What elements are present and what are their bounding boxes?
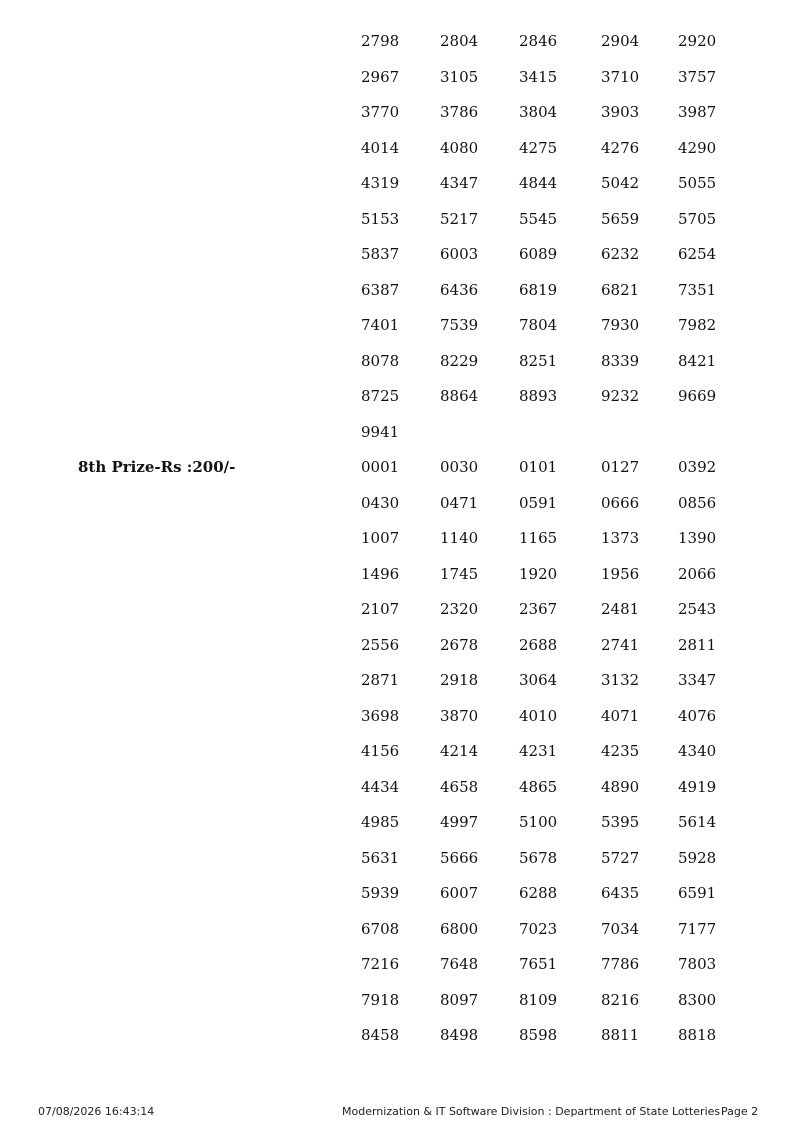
ticket-number: 5545	[519, 210, 558, 228]
ticket-number: 7648	[440, 955, 479, 973]
ticket-number: 4276	[601, 139, 640, 157]
ticket-number: 3105	[440, 68, 479, 86]
ticket-number: 3132	[601, 671, 640, 689]
ticket-number: 2967	[361, 68, 400, 86]
ticket-number: 4275	[519, 139, 558, 157]
ticket-number: 8109	[519, 991, 558, 1009]
ticket-number: 3770	[361, 103, 400, 121]
number-row	[0, 244, 800, 264]
ticket-number: 2066	[678, 565, 717, 583]
ticket-number: 2846	[519, 32, 558, 50]
ticket-number: 7401	[361, 316, 400, 334]
ticket-number: 5705	[678, 210, 717, 228]
ticket-number: 7804	[519, 316, 558, 334]
ticket-number: 3698	[361, 707, 400, 725]
ticket-number: 4014	[361, 139, 400, 157]
ticket-number: 1745	[440, 565, 479, 583]
number-row	[0, 209, 800, 229]
ticket-number: 8251	[519, 352, 558, 370]
ticket-number: 0030	[440, 458, 479, 476]
ticket-number: 2918	[440, 671, 479, 689]
ticket-number: 4214	[440, 742, 479, 760]
ticket-number: 4890	[601, 778, 640, 796]
ticket-number: 7803	[678, 955, 717, 973]
ticket-number: 4844	[519, 174, 558, 192]
ticket-number: 8421	[678, 352, 717, 370]
ticket-number: 4071	[601, 707, 640, 725]
ticket-number: 2320	[440, 600, 479, 618]
footer-organization: Modernization & IT Software Division : Department of State Lotteries	[342, 1105, 721, 1118]
ticket-number: 7023	[519, 920, 558, 938]
ticket-number: 4985	[361, 813, 400, 831]
ticket-number: 6821	[601, 281, 640, 299]
ticket-number: 5939	[361, 884, 400, 902]
ticket-number: 1390	[678, 529, 717, 547]
ticket-number: 9941	[361, 423, 400, 441]
number-row	[0, 848, 800, 868]
ticket-number: 7351	[678, 281, 717, 299]
ticket-number: 4865	[519, 778, 558, 796]
ticket-number: 8893	[519, 387, 558, 405]
ticket-number: 8811	[601, 1026, 640, 1044]
ticket-number: 3347	[678, 671, 717, 689]
ticket-number: 5153	[361, 210, 400, 228]
ticket-number: 8818	[678, 1026, 717, 1044]
ticket-number: 1920	[519, 565, 558, 583]
ticket-number: 7982	[678, 316, 717, 334]
ticket-number: 8458	[361, 1026, 400, 1044]
ticket-number: 7539	[440, 316, 479, 334]
number-row	[0, 954, 800, 974]
ticket-number: 2920	[678, 32, 717, 50]
ticket-number: 2107	[361, 600, 400, 618]
ticket-number: 5727	[601, 849, 640, 867]
number-row	[0, 457, 800, 477]
ticket-number: 1140	[440, 529, 479, 547]
ticket-number: 3870	[440, 707, 479, 725]
ticket-number: 2688	[519, 636, 558, 654]
ticket-number: 0430	[361, 494, 400, 512]
number-row	[0, 102, 800, 122]
ticket-number: 5666	[440, 849, 479, 867]
ticket-number: 0666	[601, 494, 640, 512]
number-row	[0, 422, 800, 442]
number-row	[0, 1025, 800, 1045]
ticket-number: 4290	[678, 139, 717, 157]
ticket-number: 6288	[519, 884, 558, 902]
ticket-number: 8300	[678, 991, 717, 1009]
ticket-number: 1496	[361, 565, 400, 583]
ticket-number: 8498	[440, 1026, 479, 1044]
ticket-number: 1007	[361, 529, 400, 547]
ticket-number: 8229	[440, 352, 479, 370]
ticket-number: 5631	[361, 849, 400, 867]
ticket-number: 5217	[440, 210, 479, 228]
ticket-number: 6591	[678, 884, 717, 902]
ticket-number: 0001	[361, 458, 400, 476]
ticket-number: 6800	[440, 920, 479, 938]
ticket-number: 3786	[440, 103, 479, 121]
ticket-number: 4658	[440, 778, 479, 796]
ticket-number: 7034	[601, 920, 640, 938]
number-row	[0, 635, 800, 655]
ticket-number: 2741	[601, 636, 640, 654]
number-row	[0, 280, 800, 300]
ticket-number: 5678	[519, 849, 558, 867]
ticket-number: 2811	[678, 636, 717, 654]
ticket-number: 9669	[678, 387, 717, 405]
ticket-number: 0127	[601, 458, 640, 476]
ticket-number: 4434	[361, 778, 400, 796]
ticket-number: 4340	[678, 742, 717, 760]
ticket-number: 4076	[678, 707, 717, 725]
number-row	[0, 599, 800, 619]
ticket-number: 4319	[361, 174, 400, 192]
prize-tier-label: 8th Prize-Rs :200/-	[78, 458, 236, 476]
ticket-number: 2367	[519, 600, 558, 618]
ticket-number: 0856	[678, 494, 717, 512]
footer-page-number: Page 2	[721, 1105, 759, 1118]
ticket-number: 3757	[678, 68, 717, 86]
number-row	[0, 386, 800, 406]
number-row	[0, 528, 800, 548]
ticket-number: 6003	[440, 245, 479, 263]
number-row	[0, 777, 800, 797]
ticket-number: 7216	[361, 955, 400, 973]
ticket-number: 1373	[601, 529, 640, 547]
ticket-number: 2543	[678, 600, 717, 618]
ticket-number: 0591	[519, 494, 558, 512]
ticket-number: 8078	[361, 352, 400, 370]
number-row	[0, 919, 800, 939]
ticket-number: 2798	[361, 32, 400, 50]
ticket-number: 5928	[678, 849, 717, 867]
ticket-number: 2871	[361, 671, 400, 689]
ticket-number: 6436	[440, 281, 479, 299]
ticket-number: 2678	[440, 636, 479, 654]
ticket-number: 7651	[519, 955, 558, 973]
ticket-number: 6254	[678, 245, 717, 263]
ticket-number: 3987	[678, 103, 717, 121]
ticket-number: 4156	[361, 742, 400, 760]
ticket-number: 8598	[519, 1026, 558, 1044]
ticket-number: 5837	[361, 245, 400, 263]
footer-timestamp: 07/08/2026 16:43:14	[38, 1105, 155, 1118]
number-row	[0, 812, 800, 832]
ticket-number: 2904	[601, 32, 640, 50]
number-row	[0, 883, 800, 903]
ticket-number: 8725	[361, 387, 400, 405]
ticket-number: 3710	[601, 68, 640, 86]
ticket-number: 5100	[519, 813, 558, 831]
number-row	[0, 67, 800, 87]
ticket-number: 5659	[601, 210, 640, 228]
ticket-number: 8097	[440, 991, 479, 1009]
ticket-number: 8216	[601, 991, 640, 1009]
ticket-number: 6089	[519, 245, 558, 263]
ticket-number: 2556	[361, 636, 400, 654]
ticket-number: 6435	[601, 884, 640, 902]
ticket-number: 4010	[519, 707, 558, 725]
number-row	[0, 990, 800, 1010]
ticket-number: 5042	[601, 174, 640, 192]
number-row	[0, 138, 800, 158]
ticket-number: 0471	[440, 494, 479, 512]
number-row	[0, 670, 800, 690]
ticket-number: 5395	[601, 813, 640, 831]
number-row	[0, 741, 800, 761]
ticket-number: 4231	[519, 742, 558, 760]
ticket-number: 1165	[519, 529, 558, 547]
ticket-number: 1956	[601, 565, 640, 583]
ticket-number: 7918	[361, 991, 400, 1009]
ticket-number: 3804	[519, 103, 558, 121]
number-row	[0, 706, 800, 726]
ticket-number: 3064	[519, 671, 558, 689]
ticket-number: 7786	[601, 955, 640, 973]
ticket-number: 0101	[519, 458, 558, 476]
number-row	[0, 31, 800, 51]
ticket-number: 6232	[601, 245, 640, 263]
ticket-number: 8864	[440, 387, 479, 405]
ticket-number: 3903	[601, 103, 640, 121]
ticket-number: 6387	[361, 281, 400, 299]
ticket-number: 9232	[601, 387, 640, 405]
number-row	[0, 351, 800, 371]
number-row	[0, 315, 800, 335]
ticket-number: 3415	[519, 68, 558, 86]
ticket-number: 2481	[601, 600, 640, 618]
ticket-number: 4080	[440, 139, 479, 157]
ticket-number: 4997	[440, 813, 479, 831]
ticket-number: 7930	[601, 316, 640, 334]
ticket-number: 8339	[601, 352, 640, 370]
number-row	[0, 493, 800, 513]
ticket-number: 6708	[361, 920, 400, 938]
ticket-number: 5614	[678, 813, 717, 831]
ticket-number: 0392	[678, 458, 717, 476]
ticket-number: 4347	[440, 174, 479, 192]
ticket-number: 7177	[678, 920, 717, 938]
number-row	[0, 564, 800, 584]
number-row	[0, 173, 800, 193]
ticket-number: 4235	[601, 742, 640, 760]
ticket-number: 4919	[678, 778, 717, 796]
ticket-number: 5055	[678, 174, 717, 192]
ticket-number: 6007	[440, 884, 479, 902]
ticket-number: 6819	[519, 281, 558, 299]
ticket-number: 2804	[440, 32, 479, 50]
